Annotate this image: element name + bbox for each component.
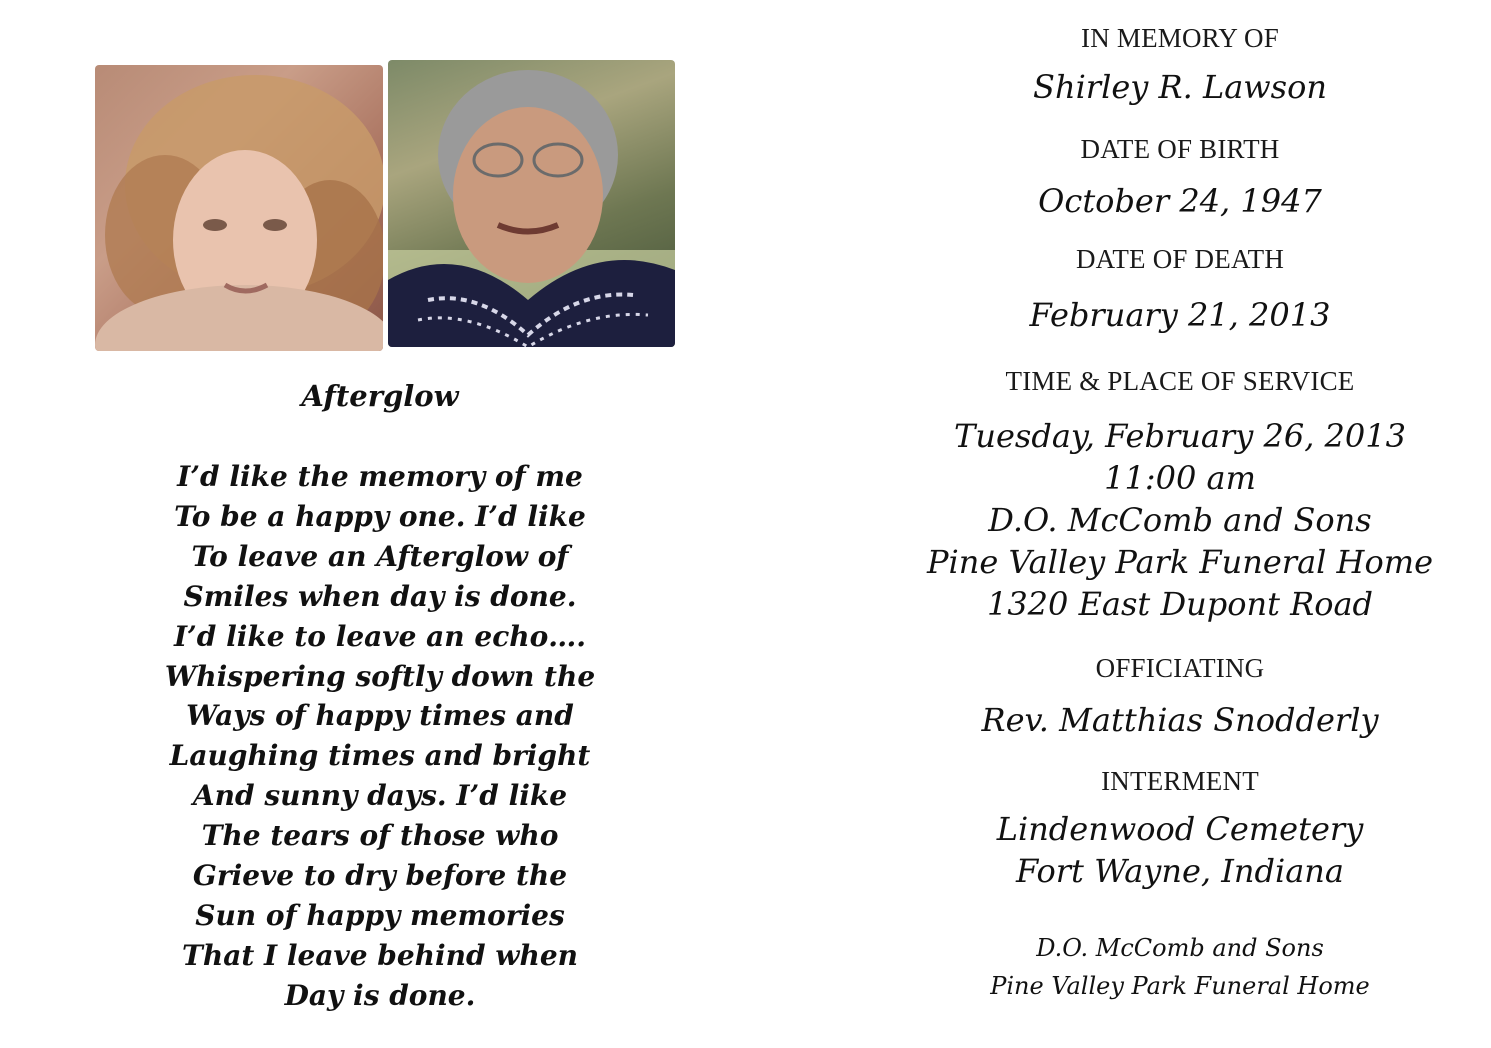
in-memory-label: IN MEMORY OF (1081, 23, 1279, 53)
poem-line: Grieve to dry before the (192, 859, 568, 893)
poem-line: To leave an Afterglow of (191, 539, 569, 573)
poem-line: Laughing times and bright (169, 739, 591, 773)
poem-line: I’d like to leave an echo…. (173, 619, 587, 653)
right-panel (880, 0, 1480, 1048)
service-day: Tuesday, February 26, 2013 (954, 417, 1406, 455)
young-portrait-image (95, 65, 383, 351)
poem-line: Ways of happy times and (186, 699, 574, 733)
poem-line: To be a happy one. I’d like (174, 499, 586, 533)
poem-text (140, 457, 620, 1016)
officiating-label: OFFICIATING (1095, 653, 1265, 683)
deceased-name: Shirley R. Lawson (1033, 68, 1327, 106)
interment-location: Fort Wayne, Indiana (1016, 852, 1344, 890)
birth-date-label: DATE OF BIRTH (1080, 134, 1280, 164)
birth-date: October 24, 1947 (1038, 182, 1322, 220)
elder-portrait-photo (388, 60, 675, 347)
service-funeral-home: Pine Valley Park Funeral Home (926, 543, 1433, 581)
interment-label: INTERMENT (1101, 766, 1259, 796)
poem-line: Whispering softly down the (164, 659, 596, 693)
poem-line: The tears of those who (201, 819, 559, 853)
service-label: TIME & PLACE OF SERVICE (1005, 366, 1355, 396)
poem-line: That I leave behind when (182, 938, 578, 972)
footer-funeral-home: Pine Valley Park Funeral Home (990, 972, 1370, 1000)
poem-title: Afterglow (301, 379, 459, 413)
poem-line: Day is done. (284, 978, 476, 1012)
young-portrait-photo (95, 65, 383, 351)
poem-line: I’d like the memory of me (177, 460, 583, 493)
officiant-name: Rev. Matthias Snodderly (981, 701, 1379, 739)
service-time: 11:00 am (1104, 459, 1256, 497)
footer-funeral-director: D.O. McComb and Sons (1036, 934, 1324, 962)
service-address: 1320 East Dupont Road (986, 585, 1374, 623)
elder-portrait-image (388, 60, 675, 347)
death-date: February 21, 2013 (1029, 296, 1331, 334)
poem-line: Smiles when day is done. (183, 579, 577, 613)
interment-cemetery: Lindenwood Cemetery (996, 810, 1364, 848)
poem-line: Sun of happy memories (195, 898, 565, 932)
poem-line: And sunny days. I’d like (192, 779, 568, 813)
service-funeral-director: D.O. McComb and Sons (988, 501, 1372, 539)
death-date-label: DATE OF DEATH (1075, 244, 1285, 274)
